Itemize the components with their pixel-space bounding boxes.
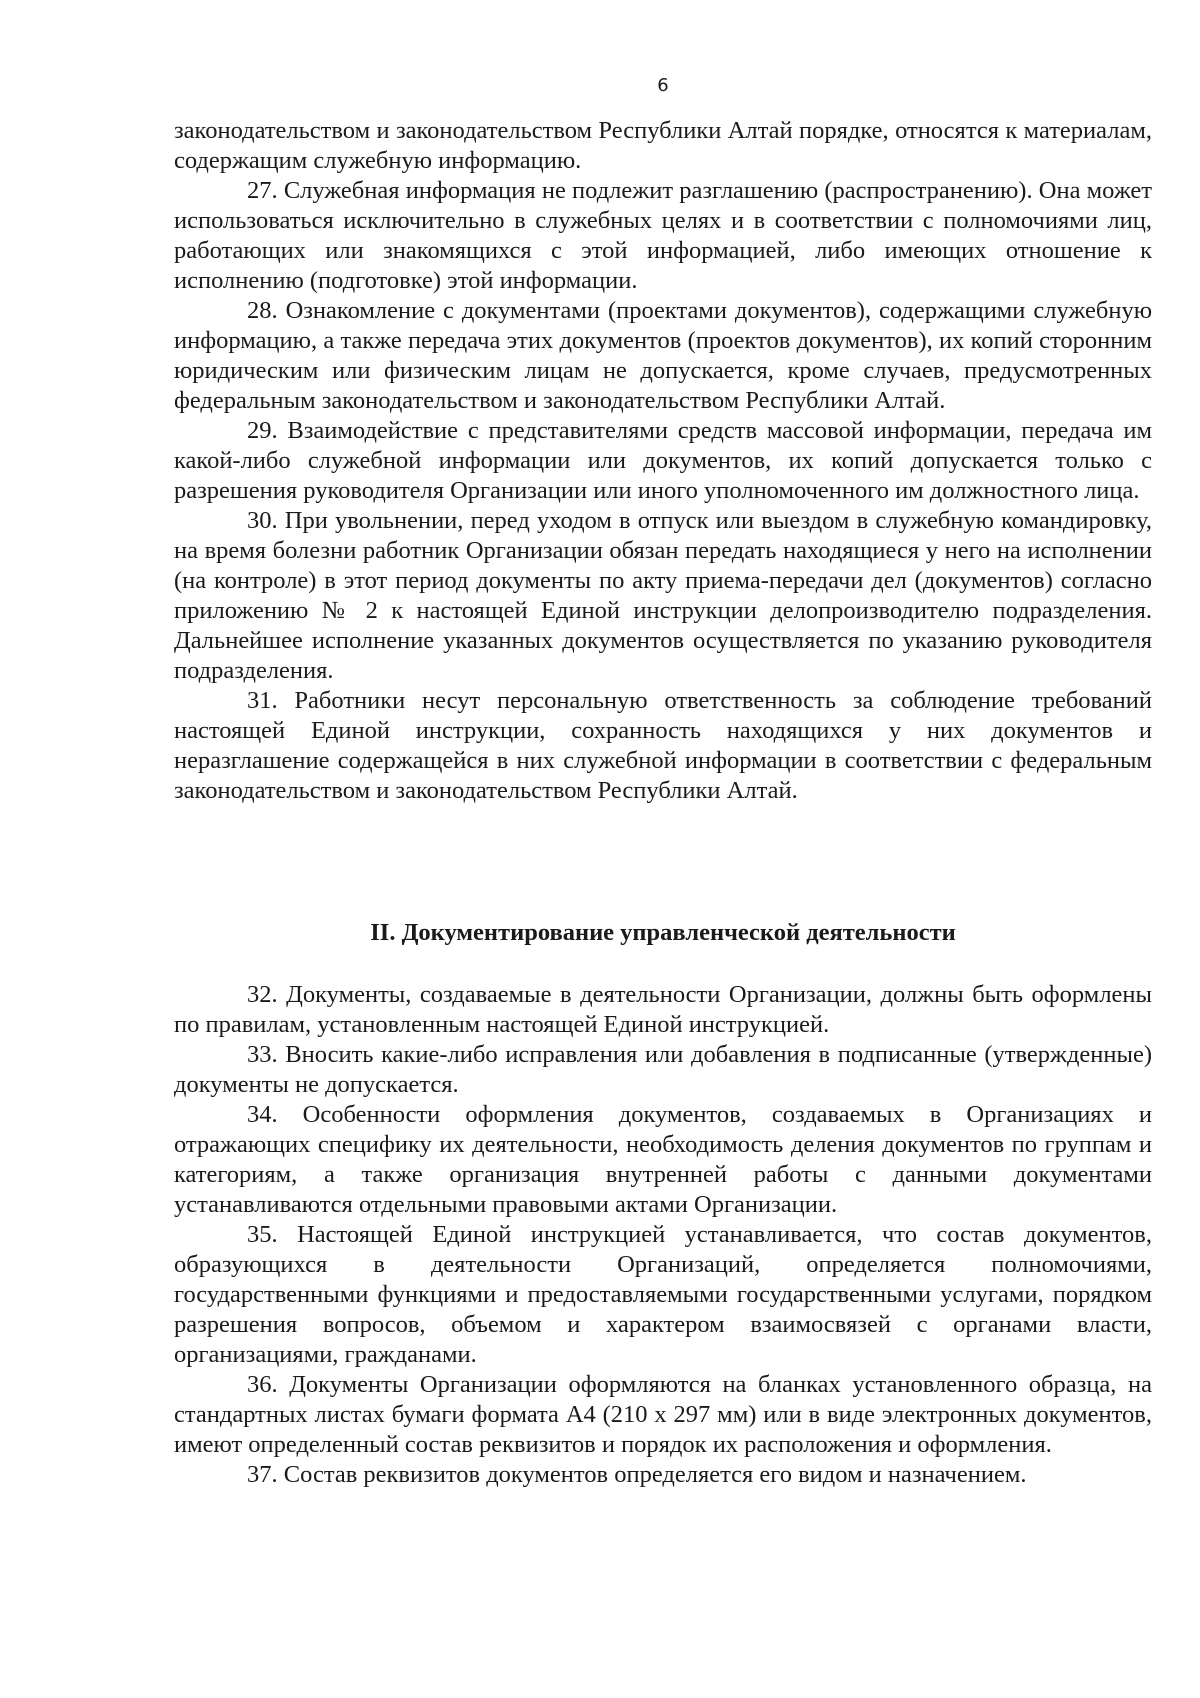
- paragraph-34: 34. Особенности оформления документов, создаваемых в Организациях и отражающих специфику их деятельности, необходимость деления документов по группам и категориям, а также организация внутренней работы с данными документами устанавливаются отдельными правовыми актами Организации.: [174, 1101, 1152, 1218]
- body-text-upper: [174, 116, 1152, 806]
- page-number: 6: [657, 75, 669, 96]
- paragraph-36: 36. Документы Организации оформляются на бланках установленного образца, на стандартных листах бумаги формата А4 (210 x 297 мм) или в виде электронных документов, имеют определенный состав реквизитов и порядок их расположения и оформления.: [174, 1371, 1152, 1458]
- paragraph-30: 30. При увольнении, перед уходом в отпуск или выездом в служебную командировку, на время болезни работник Организации обязан передать находящиеся у него на исполнении (на контроле) в этот период документы по акту приема-передачи дел (документов) согласно приложению № 2 к настоящей Единой инструкции делопроизводителю подразделения. Дальнейшее исполнение указанных документов осуществляется по указанию руководителя подразделения.: [174, 507, 1152, 684]
- paragraph-29: 29. Взаимодействие с представителями средств массовой информации, передача им какой-либо служебной информации или документов, их копий допускается только с разрешения руководителя Организации или иного уполномоченного им должностного лица.: [174, 417, 1152, 504]
- paragraph-37: 37. Состав реквизитов документов определяется его видом и назначением.: [247, 1461, 1027, 1488]
- section-heading: II. Документирование управленческой деятельности: [370, 919, 956, 946]
- paragraph-32: 32. Документы, создаваемые в деятельности Организации, должны быть оформлены по правилам, установленным настоящей Единой инструкцией.: [174, 981, 1152, 1038]
- paragraph-27: 27. Служебная информация не подлежит разглашению (распространению). Она может использоваться исключительно в служебных целях и в соответствии с полномочиями лиц, работающих или знакомящихся с этой информацией, либо имеющих отношение к исполнению (подготовке) этой информации.: [174, 177, 1152, 294]
- paragraph-continuation: законодательством и законодательством Республики Алтай порядке, относятся к материалам, содержащим служебную информацию.: [174, 117, 1152, 174]
- paragraph-35: 35. Настоящей Единой инструкцией устанавливается, что состав документов, образующихся в деятельности Организаций, определяется полномочиями, государственными функциями и предоставляемыми государственными услугами, порядком разрешения вопросов, объемом и характером взаимосвязей с органами власти, организациями, гражданами.: [174, 1221, 1152, 1368]
- paragraph-28: 28. Ознакомление с документами (проектами документов), содержащими служебную информацию, а также передача этих документов (проектов документов), их копий сторонним юридическим или физическим лицам не допускается, кроме случаев, предусмотренных федеральным законодательством и законодательством Республики Алтай.: [174, 297, 1152, 414]
- paragraph-33: 33. Вносить какие-либо исправления или добавления в подписанные (утвержденные) документы не допускается.: [174, 1041, 1152, 1098]
- body-text-lower: [174, 980, 1152, 1490]
- paragraph-31: 31. Работники несут персональную ответственность за соблюдение требований настоящей Единой инструкции, сохранность находящихся у них документов и неразглашение содержащейся в них служебной информации в соответствии с федеральным законодательством и законодательством Республики Алтай.: [174, 687, 1152, 804]
